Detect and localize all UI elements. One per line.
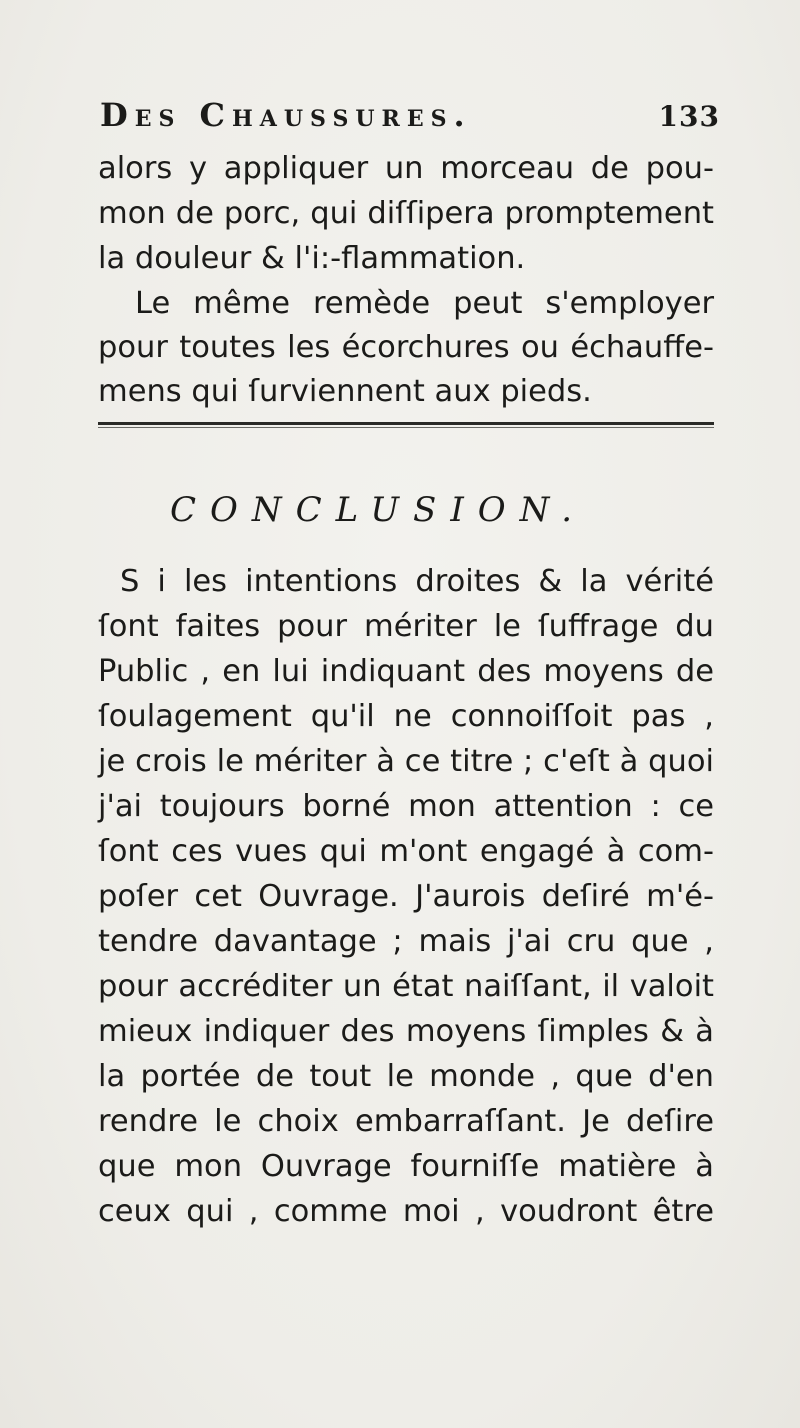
text-line: Le même remède peut s'employer: [135, 286, 714, 321]
running-title: Des Chaussures.: [100, 96, 472, 134]
section-title: CONCLUSION.: [170, 490, 587, 530]
text-line: mon de porc, qui diſſipera promptement: [98, 196, 714, 231]
text-line: ſont faites pour mériter le ſuffrage du: [98, 609, 714, 644]
text-line: mens qui ſurviennent aux pieds.: [98, 374, 592, 409]
text-line: alors y appliquer un morceau de pou-: [98, 151, 714, 186]
text-line: pour toutes les écorchures ou échauffe-: [98, 330, 714, 365]
text-line: mieux indiquer des moyens ſimples & à: [98, 1014, 714, 1049]
section-divider: [98, 422, 714, 425]
text-line: tendre davantage ; mais j'ai cru que ,: [98, 924, 714, 959]
page-number: 133: [658, 100, 720, 133]
text-line: ſoulagement qu'il ne connoiſſoit pas ,: [98, 699, 714, 734]
text-line: ceux qui , comme moi , voudront être: [98, 1194, 714, 1229]
page-header: [100, 96, 720, 146]
text-line: S i les intentions droites & la vérité: [120, 564, 714, 599]
text-line: ſont ces vues qui m'ont engagé à com-: [98, 834, 714, 869]
text-line: rendre le choix embarraſſant. Je deſire: [98, 1104, 714, 1139]
text-line: j'ai toujours borné mon attention : ce: [98, 789, 714, 824]
text-line: poſer cet Ouvrage. J'aurois deſiré m'é-: [98, 879, 714, 914]
text-line: Public , en lui indiquant des moyens de: [98, 654, 714, 689]
text-line: la portée de tout le monde , que d'en: [98, 1059, 714, 1094]
text-line: la douleur & l'i:-flammation.: [98, 241, 526, 276]
text-line: pour accréditer un état naiſſant, il valoit: [98, 969, 714, 1004]
text-line: que mon Ouvrage fourniſſe matière à: [98, 1149, 714, 1184]
text-line: je crois le mériter à ce titre ; c'eſt à quoi: [98, 744, 714, 779]
